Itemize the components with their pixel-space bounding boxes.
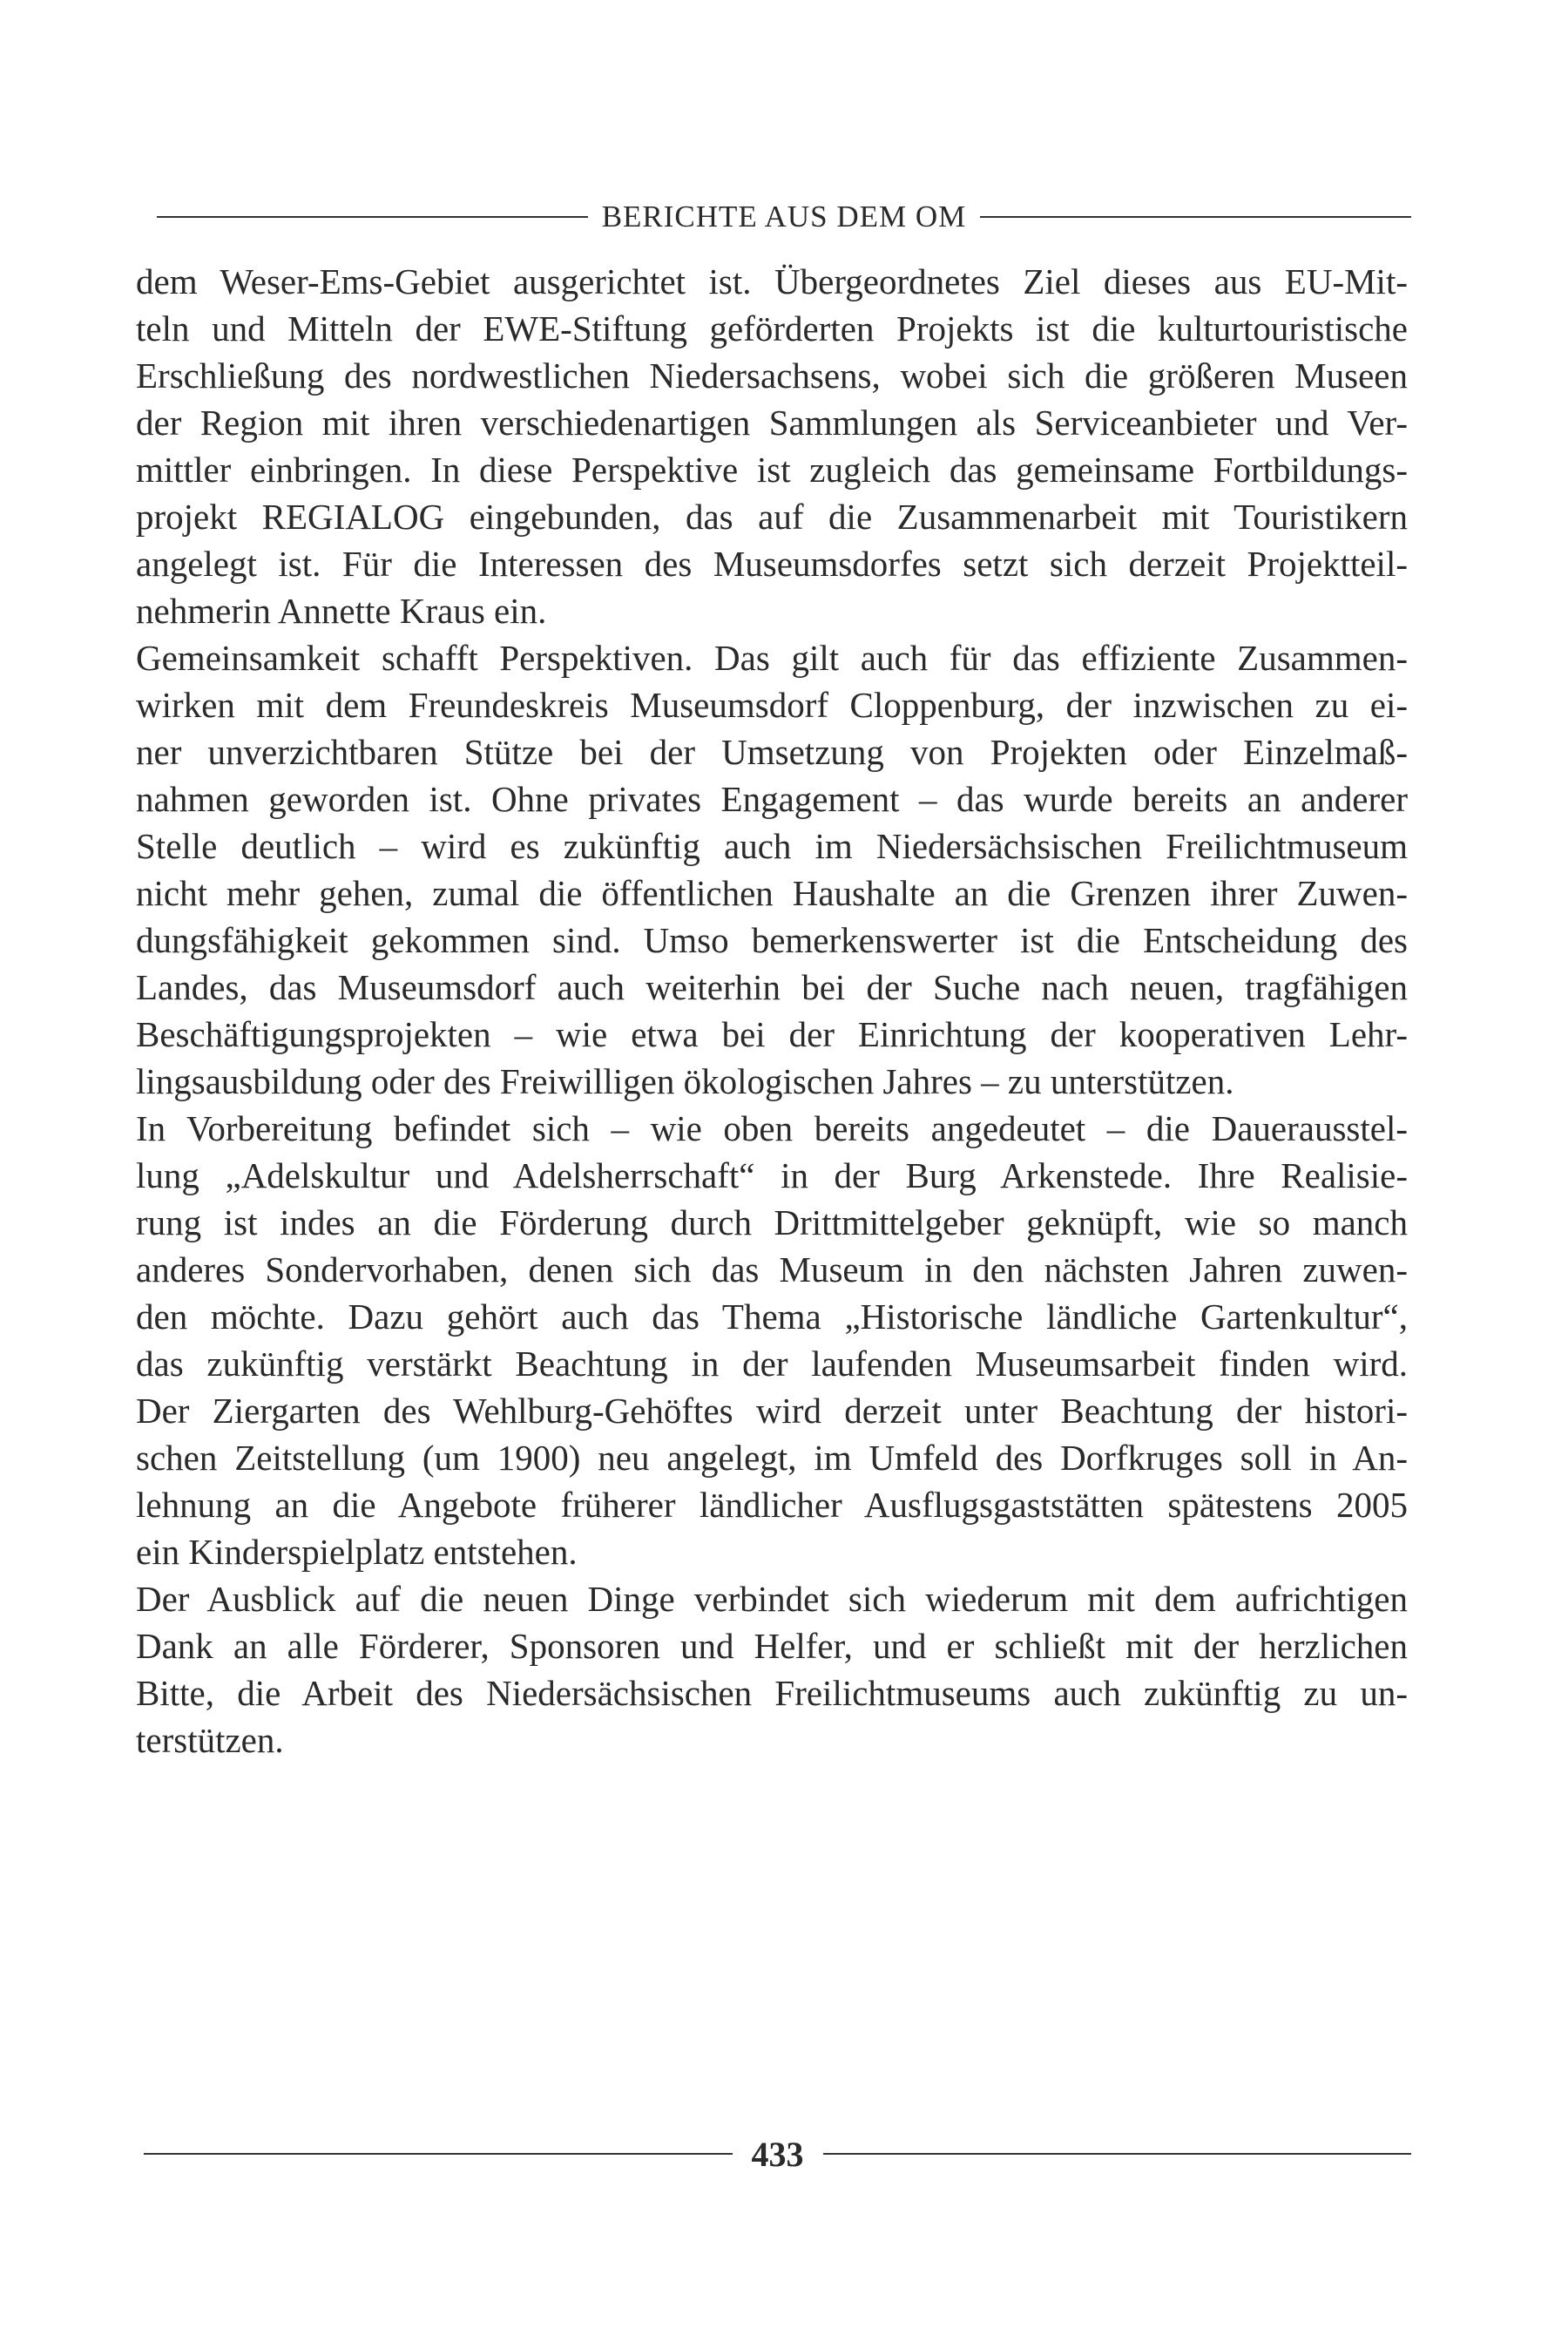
text-line: Der Ausblick auf die neuen Dinge verbindet sich wiederum mit dem aufrichtigen bbox=[136, 1579, 1408, 1619]
running-header-title: BERICHTE AUS DEM OM bbox=[601, 200, 967, 234]
page-number: 433 bbox=[751, 2134, 804, 2174]
text-line: dem Weser-Ems-Gebiet ausgerichtet ist. Übergeordnetes Ziel dieses aus EU-Mit- bbox=[136, 261, 1408, 301]
footer-rule-right bbox=[823, 2153, 1412, 2155]
text-line: Gemeinsamkeit schafft Perspektiven. Das gilt auch für das effiziente Zusammen- bbox=[136, 638, 1408, 678]
text-line: teln und Mitteln der EWE-Stiftung geförderten Projekts ist die kulturtouristische bbox=[136, 308, 1408, 349]
text-line: terstützen. bbox=[136, 1720, 284, 1760]
text-line: nehmerin Annette Kraus ein. bbox=[136, 591, 547, 631]
text-line: Stelle deutlich – wird es zukünftig auch im Niedersächsischen Freilichtmuseum bbox=[136, 826, 1408, 866]
text-line: Dank an alle Förderer, Sponsoren und Helfer, und er schließt mit der herzlichen bbox=[136, 1626, 1408, 1666]
running-header bbox=[157, 195, 1411, 239]
text-line: Landes, das Museumsdorf auch weiterhin bei der Suche nach neuen, tragfähigen bbox=[136, 967, 1408, 1007]
text-line: wirken mit dem Freundeskreis Museumsdorf Cloppenburg, der inzwischen zu ei- bbox=[136, 685, 1408, 725]
text-line: Bitte, die Arbeit des Niedersächsischen Freilichtmuseums auch zukünftig zu un- bbox=[136, 1673, 1408, 1713]
text-line: nahmen geworden ist. Ohne privates Engagement – das wurde bereits an anderer bbox=[136, 779, 1408, 819]
text-line: rung ist indes an die Förderung durch Drittmittelgeber geknüpft, wie so manch bbox=[136, 1202, 1408, 1242]
text-line: Erschließung des nordwestlichen Niedersachsens, wobei sich die größeren Museen bbox=[136, 355, 1408, 396]
text-line: nicht mehr gehen, zumal die öffentlichen Haushalte an die Grenzen ihrer Zuwen- bbox=[136, 873, 1408, 913]
text-line: In Vorbereitung befindet sich – wie oben bereits angedeutet – die Dauerausstel- bbox=[136, 1108, 1408, 1148]
text-line: das zukünftig verstärkt Beachtung in der laufenden Museumsarbeit finden wird. bbox=[136, 1344, 1408, 1384]
header-rule-left bbox=[157, 216, 588, 218]
paragraph bbox=[136, 258, 1408, 634]
paragraph bbox=[136, 1575, 1408, 1763]
paragraph bbox=[136, 634, 1408, 1105]
text-line: schen Zeitstellung (um 1900) neu angelegt, im Umfeld des Dorfkruges soll in An- bbox=[136, 1438, 1408, 1478]
paragraph bbox=[136, 1105, 1408, 1575]
text-line: anderes Sondervorhaben, denen sich das Museum in den nächsten Jahren zuwen- bbox=[136, 1249, 1408, 1290]
text-line: ein Kinderspielplatz entstehen. bbox=[136, 1532, 578, 1572]
header-rule-right bbox=[980, 216, 1411, 218]
footer-rule-left bbox=[144, 2153, 733, 2155]
text-line: Der Ziergarten des Wehlburg-Gehöftes wird derzeit unter Beachtung der histori- bbox=[136, 1391, 1408, 1431]
text-line: den möchte. Dazu gehört auch das Thema „Historische ländliche Gartenkultur“, bbox=[136, 1296, 1408, 1337]
text-line: angelegt ist. Für die Interessen des Museumsdorfes setzt sich derzeit Projektteil- bbox=[136, 544, 1408, 584]
text-line: lehnung an die Angebote früherer ländlicher Ausflugsgaststätten spätestens 2005 bbox=[136, 1485, 1408, 1525]
text-line: lung „Adelskultur und Adelsherrschaft“ in der Burg Arkenstede. Ihre Realisie- bbox=[136, 1155, 1408, 1195]
text-line: mittler einbringen. In diese Perspektive ist zugleich das gemeinsame Fortbildungs- bbox=[136, 450, 1408, 490]
text-line: der Region mit ihren verschiedenartigen Sammlungen als Serviceanbieter und Ver- bbox=[136, 403, 1408, 443]
text-line: lingsausbildung oder des Freiwilligen ökologischen Jahres – zu unterstützen. bbox=[136, 1061, 1234, 1101]
text-line: Beschäftigungsprojekten – wie etwa bei der Einrichtung der kooperativen Lehr- bbox=[136, 1014, 1408, 1054]
text-line: ner unverzichtbaren Stütze bei der Umsetzung von Projekten oder Einzelmaß- bbox=[136, 732, 1408, 772]
running-footer bbox=[144, 2129, 1411, 2178]
body-text bbox=[136, 258, 1408, 1763]
text-line: projekt REGIALOG eingebunden, das auf die Zusammenarbeit mit Touristikern bbox=[136, 497, 1408, 537]
text-line: dungsfähigkeit gekommen sind. Umso bemerkenswerter ist die Entscheidung des bbox=[136, 920, 1408, 960]
